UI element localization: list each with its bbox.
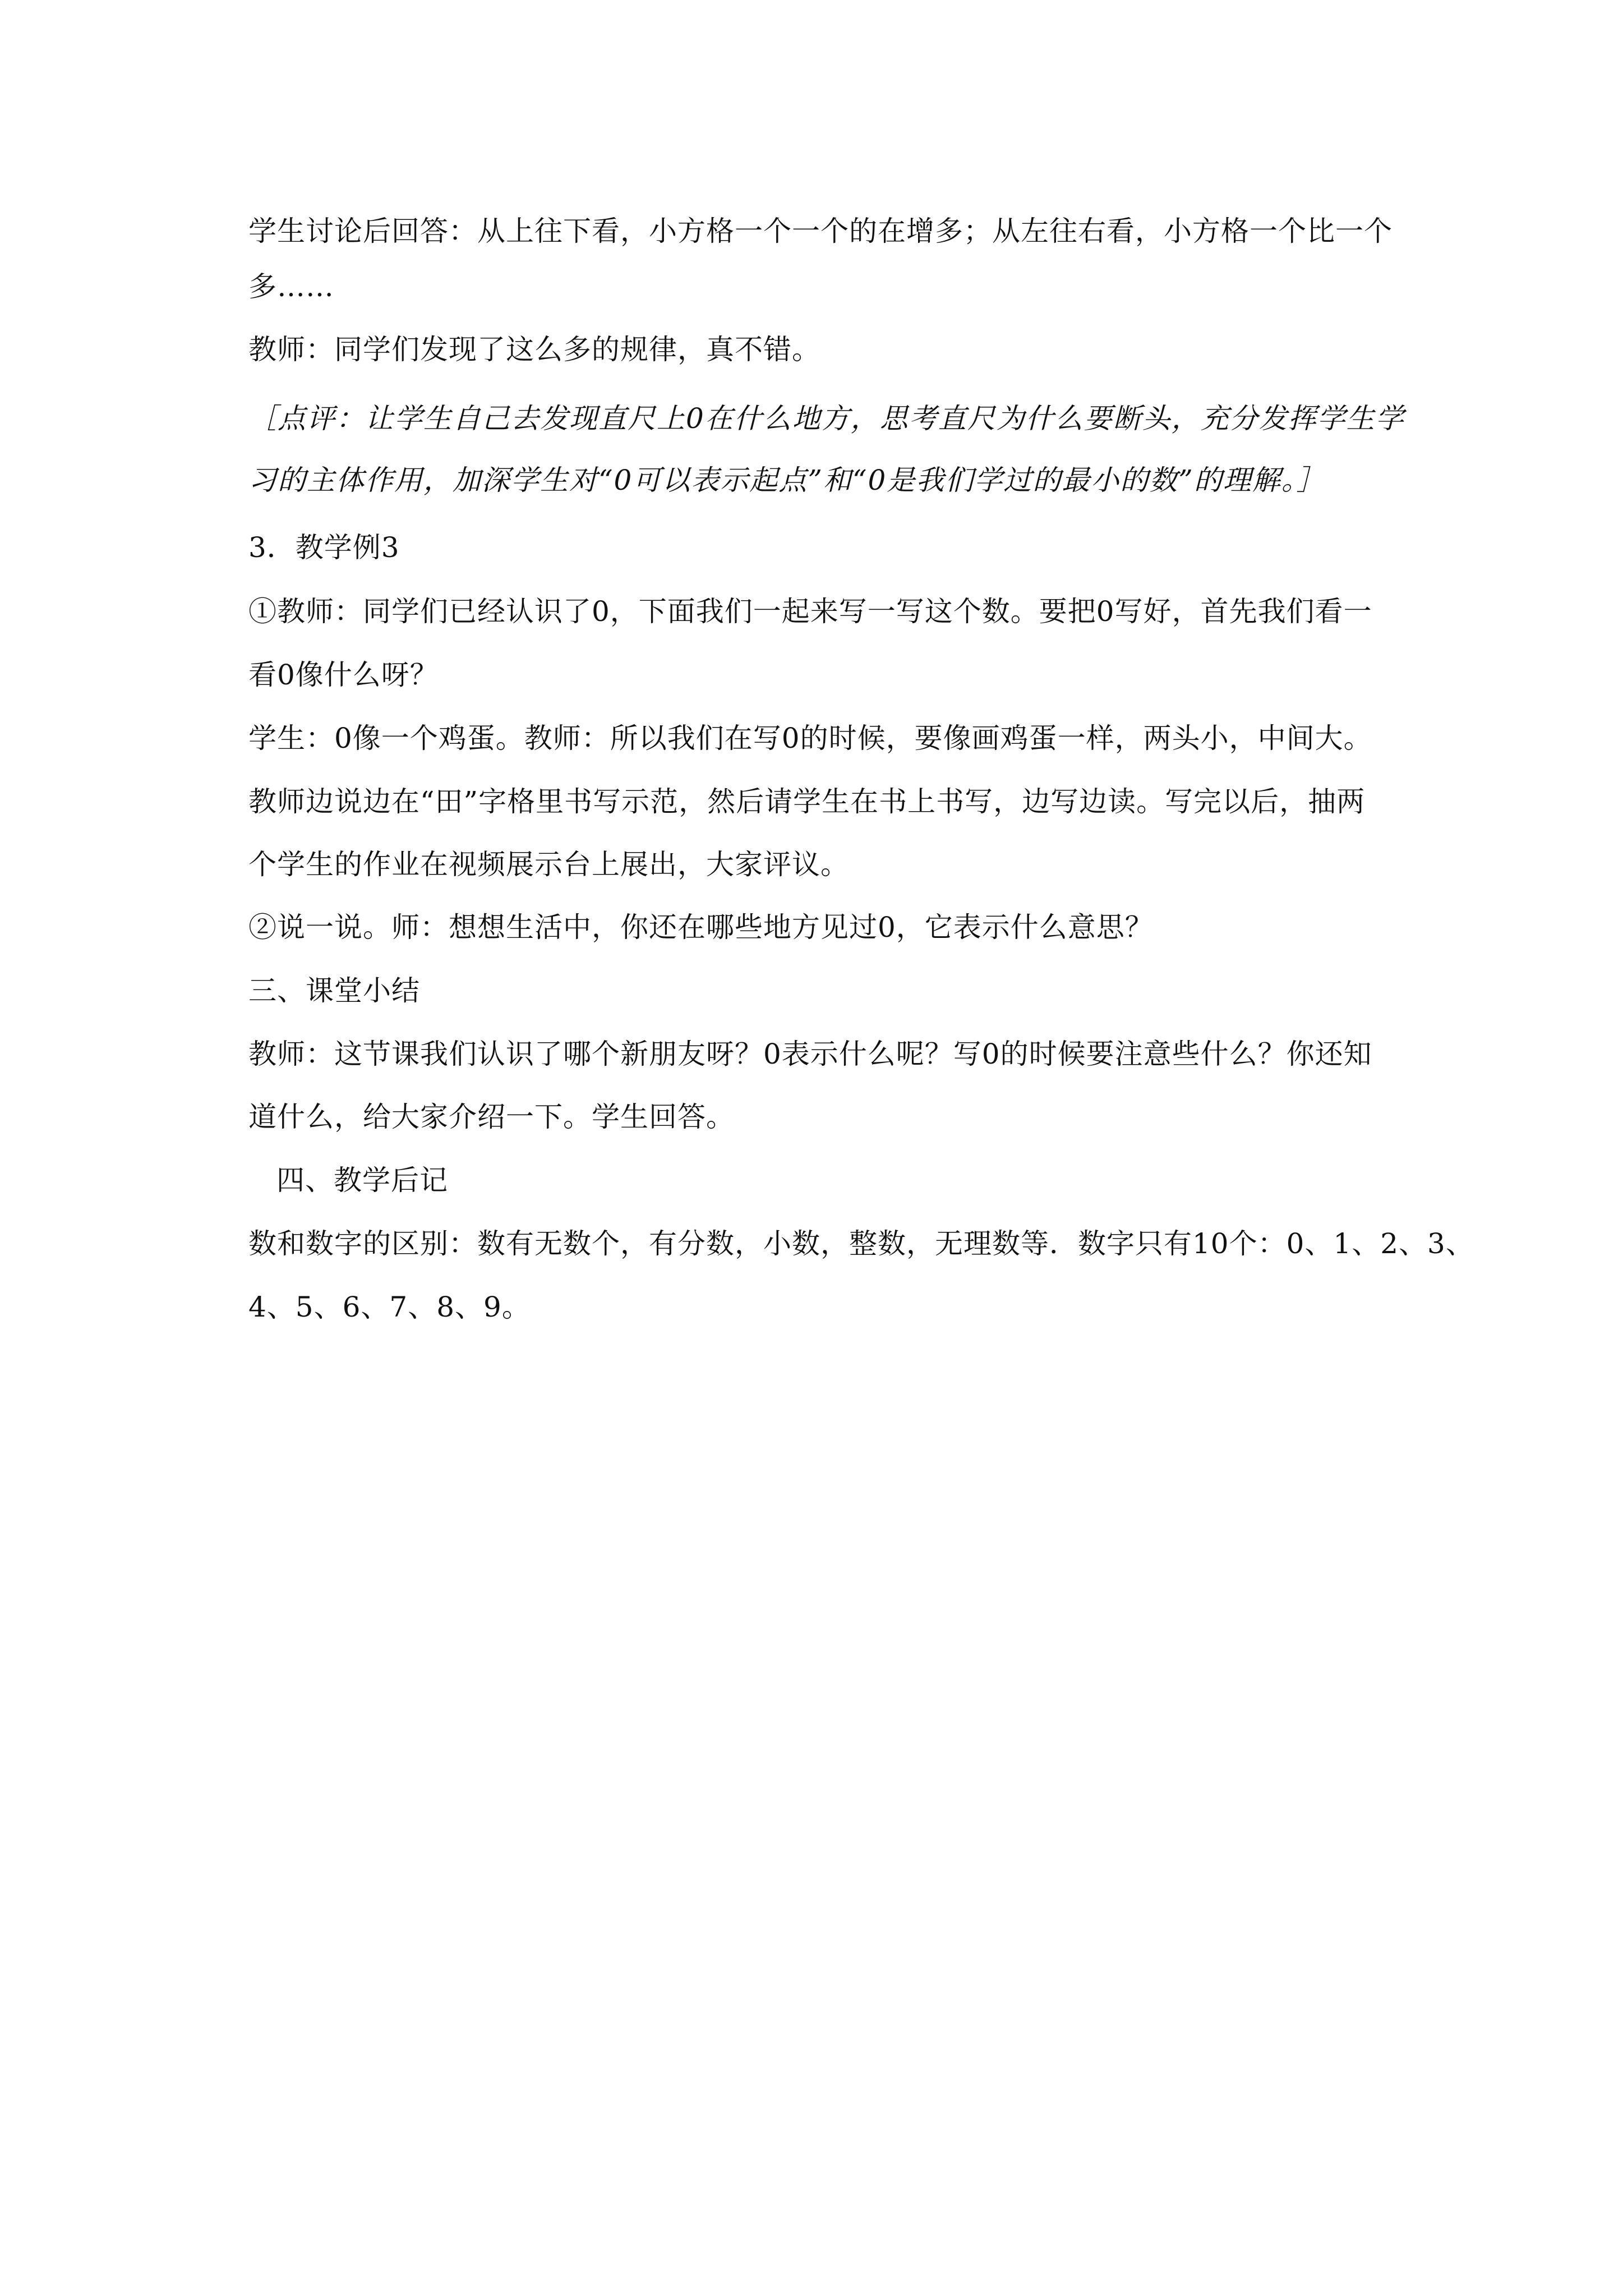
text-line-student-answer: 学生：0像一个鸡蛋。教师：所以我们在写0的时候，要像画鸡蛋一样，两头小，中间大。: [248, 722, 1372, 754]
text-line-comment: ［点评：让学生自己去发现直尺上0在什么地方，思考直尺为什么要断头，充分发挥学生学: [248, 402, 1405, 435]
text-line-summary-cont: 道什么，给大家介绍一下。学生回答。: [248, 1101, 735, 1133]
text-line-comment-cont: 习的主体作用，加深学生对“0可以表示起点”和“0是我们学过的最小的数”的理解。］: [248, 464, 1326, 496]
text-line-step-2: ②说一说。师：想想生活中，你还在哪些地方见过0，它表示什么意思？: [248, 911, 1154, 944]
text-line-postscript: 数和数字的区别：数有无数个，有分数，小数，整数，无理数等．数字只有10个：0、1、2、3、: [248, 1227, 1474, 1260]
text-line-discussion-answer-cont: 多……: [248, 270, 334, 303]
text-line-summary: 教师：这节课我们认识了哪个新朋友呀？0表示什么呢？写0的时候要注意些什么？你还知: [248, 1038, 1372, 1070]
section-heading-postscript: 四、教学后记: [276, 1164, 448, 1197]
section-heading-summary: 三、课堂小结: [248, 974, 420, 1007]
section-heading-example-3: 3．教学例3: [248, 531, 400, 564]
text-line-postscript-cont: 4、5、6、7、8、9。: [248, 1291, 531, 1323]
text-line-teacher-praise: 教师：同学们发现了这么多的规律，真不错。: [248, 333, 820, 366]
text-line-step-1-cont: 看0像什么呀？: [248, 659, 439, 691]
text-line-step-1: ①教师：同学们已经认识了0，下面我们一起来写一写这个数。要把0写好，首先我们看一: [248, 595, 1372, 628]
text-line-teacher-demo: 教师边说边在“田”字格里书写示范，然后请学生在书上书写，边写边读。写完以后，抽两: [248, 785, 1366, 818]
text-line-teacher-demo-cont: 个学生的作业在视频展示台上展出，大家评议。: [248, 848, 849, 881]
text-line-discussion-answer: 学生讨论后回答：从上往下看，小方格一个一个的在增多；从左往右看，小方格一个比一个: [248, 215, 1393, 247]
